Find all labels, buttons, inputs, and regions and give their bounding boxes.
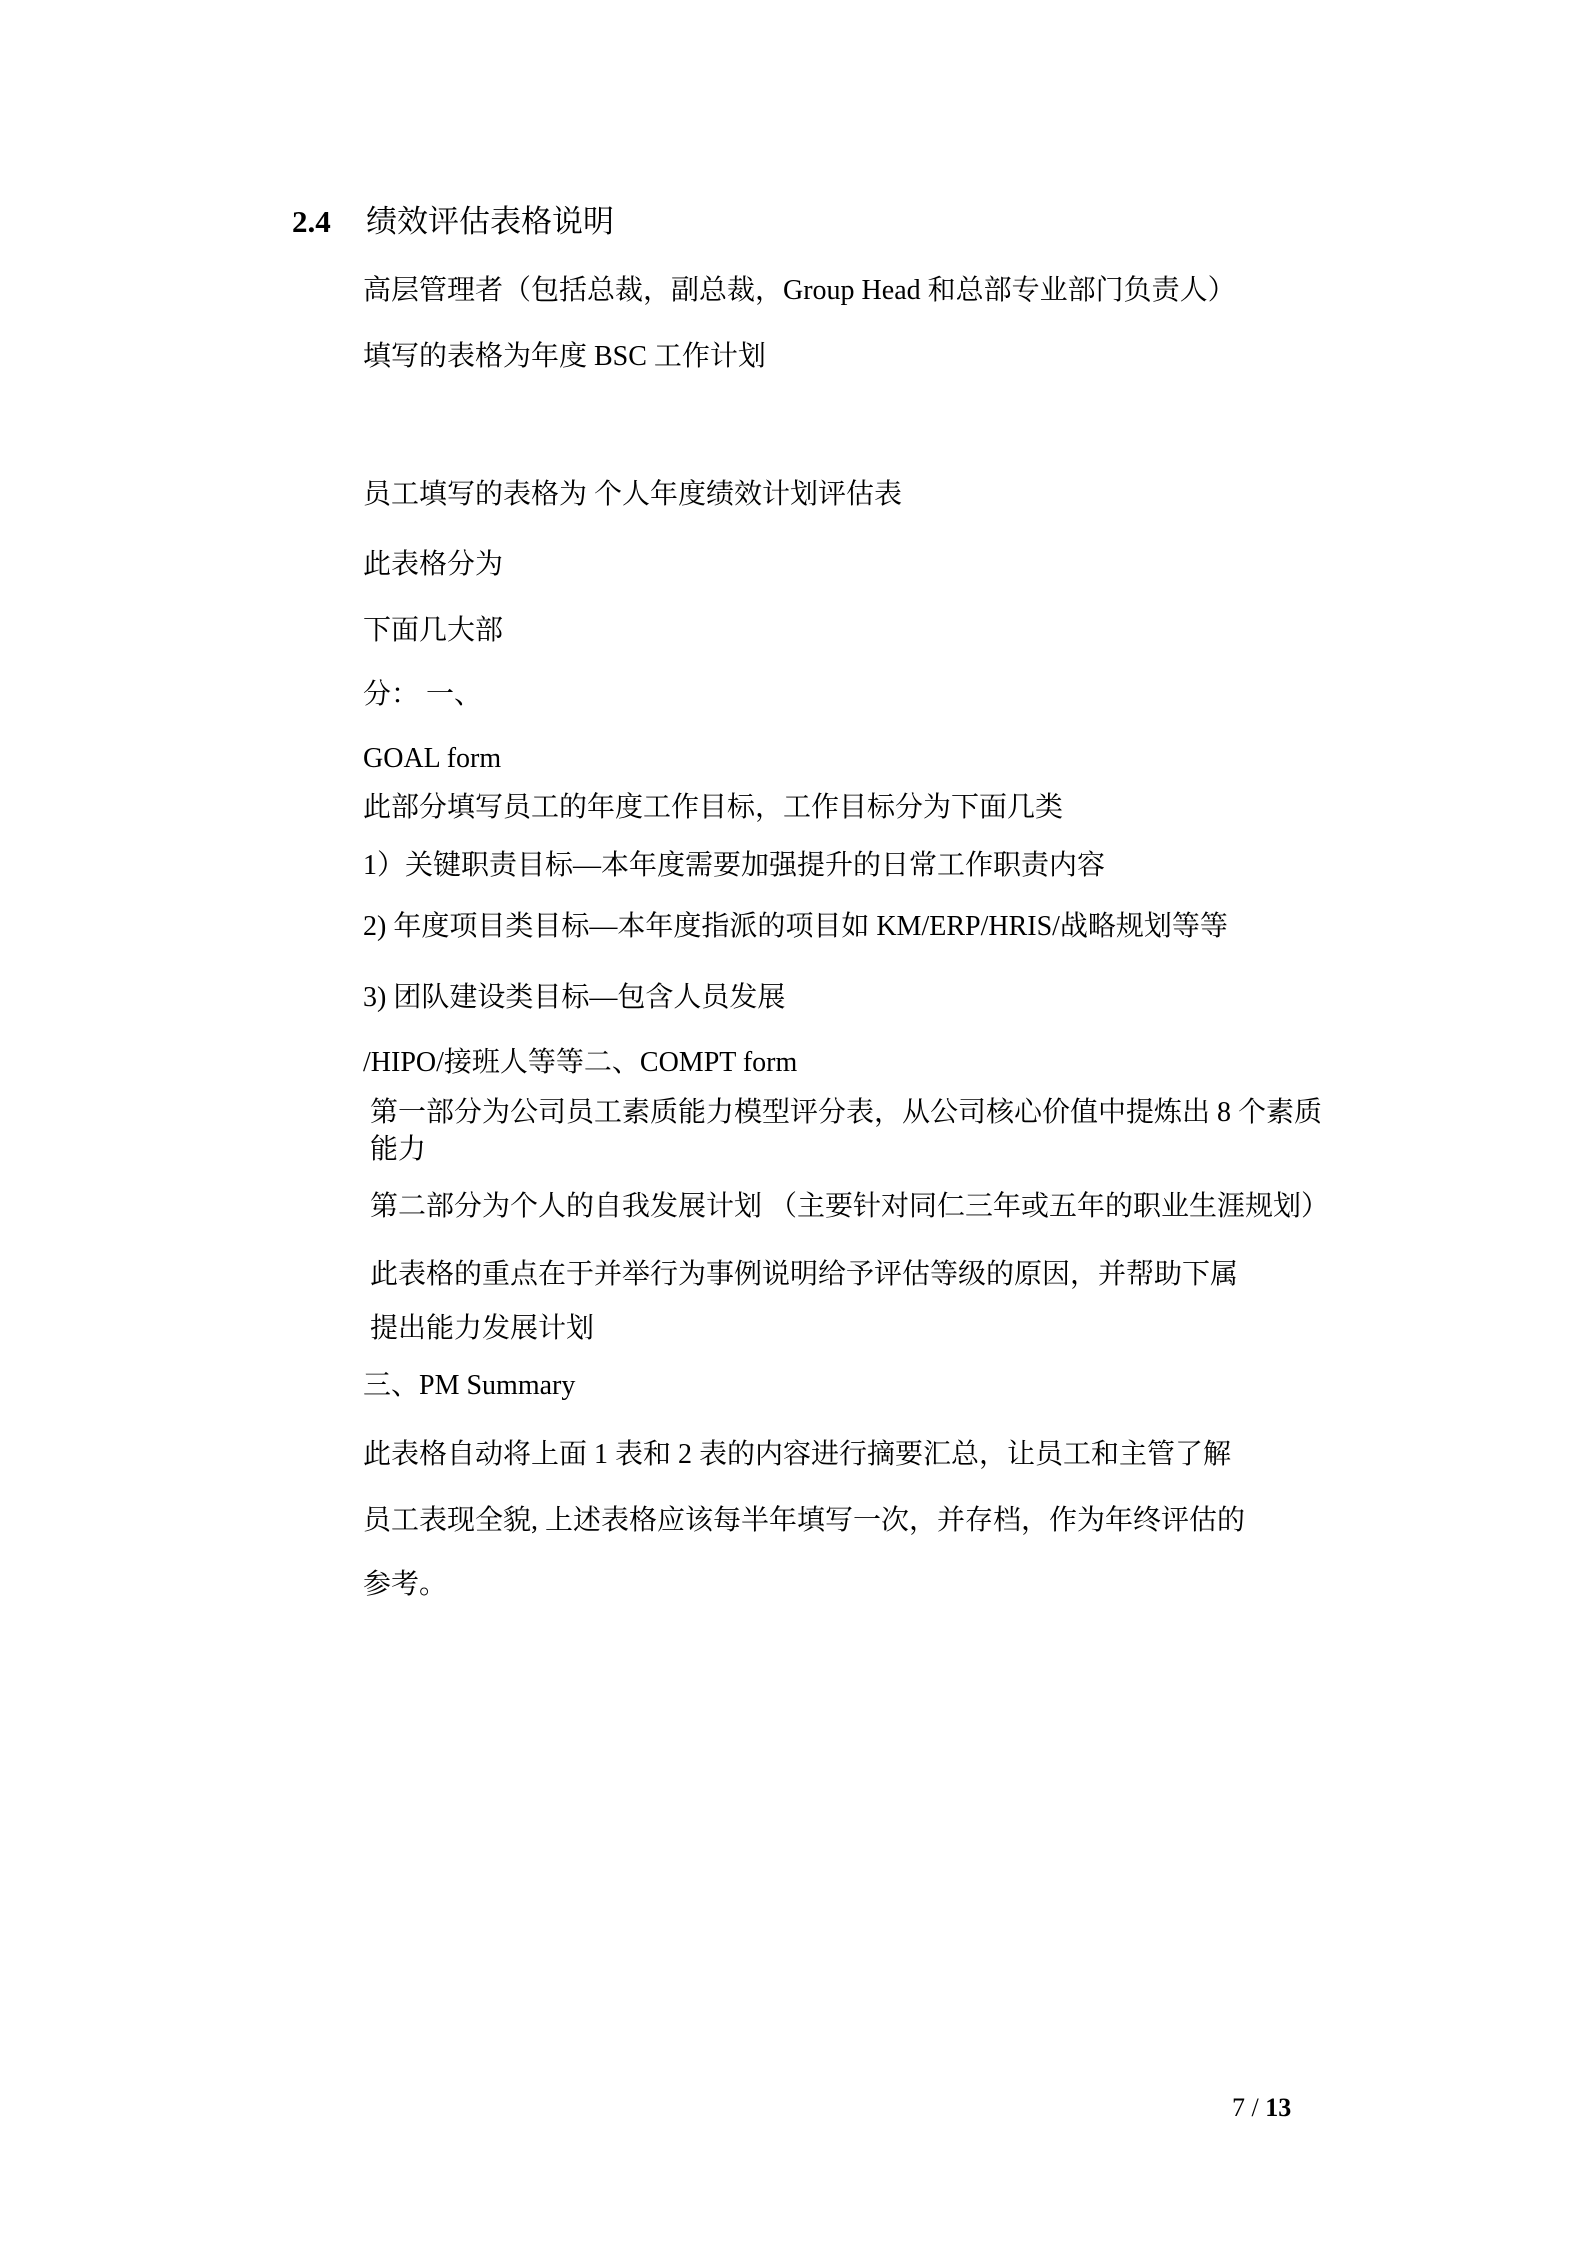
body-line-12: /HIPO/接班人等等二、COMPT form [363,1047,798,1078]
page-number [1232,2090,1291,2126]
body-line-5: 下面几大部 [363,615,504,646]
body-line-10: 2) 年度项目类目标—本年度指派的项目如 KM/ERP/HRIS/战略规划等等 [363,911,1228,942]
body-line-16: 此表格的重点在于并举行为事例说明给予评估等级的原因，并帮助下属 [370,1259,1239,1290]
body-line-17: 提出能力发展计划 [370,1313,595,1344]
body-line-15: 第二部分为个人的自我发展计划 （主要针对同仁三年或五年的职业生涯规划） [370,1191,1330,1222]
body-line-2: 填写的表格为年度 BSC 工作计划 [363,341,766,372]
body-line-9: 1）关键职责目标—本年度需要加强提升的日常工作职责内容 [363,850,1106,881]
body-line-14: 能力 [370,1134,427,1165]
page-total: 13 [1265,2093,1292,2122]
page-separator: / [1245,2093,1266,2122]
body-line-7: GOAL form [363,743,502,774]
body-line-19: 此表格自动将上面 1 表和 2 表的内容进行摘要汇总，让员工和主管了解 [363,1439,1232,1470]
body-line-13: 第一部分为公司员工素质能力模型评分表，从公司核心价值中提炼出 8 个素质 [370,1097,1323,1128]
body-line-20: 员工表现全貌, 上述表格应该每半年填写一次，并存档，作为年终评估的 [363,1505,1246,1536]
section-title: 绩效评估表格说明 [366,204,614,239]
body-line-8: 此部分填写员工的年度工作目标，工作目标分为下面几类 [363,792,1064,823]
body-line-3: 员工填写的表格为 个人年度绩效计划评估表 [363,479,903,510]
body-line-18: 三、PM Summary [363,1370,576,1401]
body-line-6: 分： 一、 [363,679,483,710]
section-number: 2.4 [292,204,331,239]
section-heading [292,200,614,244]
body-line-11: 3) 团队建设类目标—包含人员发展 [363,982,786,1013]
body-line-1: 高层管理者（包括总裁，副总裁，Group Head 和总部专业部门负责人） [363,275,1236,306]
page-current: 7 [1232,2093,1245,2122]
body-line-4: 此表格分为 [363,549,504,580]
body-line-21: 参考。 [363,1569,448,1600]
